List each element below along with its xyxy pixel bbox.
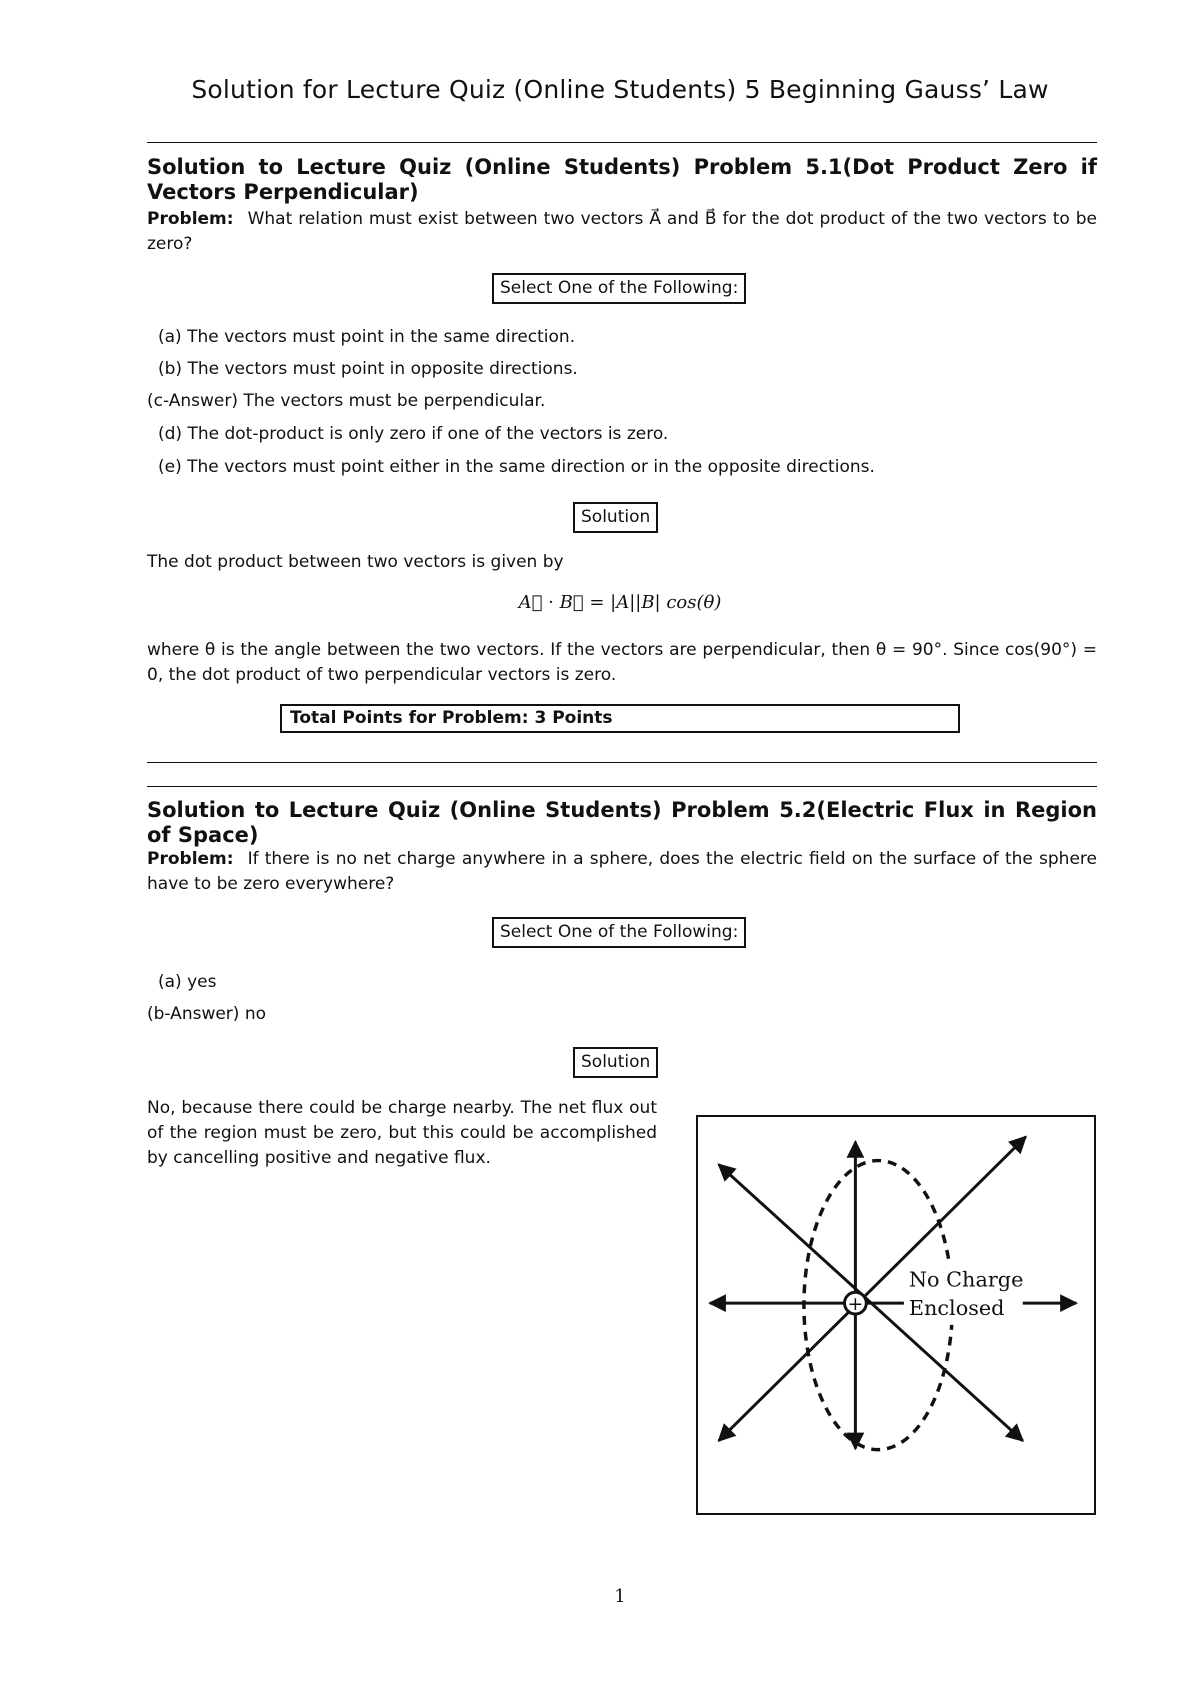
choice-a: (a) yes bbox=[158, 972, 217, 992]
page-title: Solution for Lecture Quiz (Online Students) 5 Beginning Gauss’ Law bbox=[191, 75, 1049, 104]
problem-label: Problem: bbox=[147, 849, 234, 869]
problem-2-text: If there is no net charge anywhere in a sphere, does the electric field on the surface of the sphere have to be zero everywhere? bbox=[147, 849, 1097, 894]
solution-text: where θ is the angle between the two vectors. If the vectors are perpendicular, then θ = 90°. Since cos(90°) = 0, the dot product of two perpendicular vectors is zero. bbox=[147, 640, 1097, 685]
solution-text: No, because there could be charge nearby. The net flux out of the region must be zero, but this could be accomplished by cancelling positive and negative flux. bbox=[147, 1098, 657, 1168]
choice-d: (d) The dot-product is only zero if one of the vectors is zero. bbox=[158, 424, 669, 444]
select-one-box: Select One of the Following: bbox=[492, 917, 746, 948]
solution-intro: The dot product between two vectors is given by bbox=[147, 552, 564, 572]
total-points-box: Total Points for Problem: 3 Points bbox=[280, 704, 960, 733]
section-rule bbox=[147, 786, 1097, 787]
figure-label-line1: No Charge bbox=[908, 1267, 1024, 1292]
charge-symbol: + bbox=[847, 1294, 864, 1316]
choice-b-answer: (b-Answer) no bbox=[147, 1004, 267, 1024]
section-rule bbox=[147, 142, 1097, 143]
select-one-box: Select One of the Following: bbox=[492, 273, 746, 304]
choice-e: (e) The vectors must point either in the same direction or in the opposite directions. bbox=[158, 457, 875, 477]
section-rule bbox=[147, 762, 1097, 763]
problem-2-statement bbox=[147, 847, 1097, 897]
field-lines-diagram bbox=[698, 1117, 1094, 1513]
dot-product-equation: A⃗ · B⃗ = |A||B| cos(θ) bbox=[518, 592, 722, 613]
solution-box: Solution bbox=[573, 1047, 658, 1078]
problem-label: Problem: bbox=[147, 209, 234, 229]
choice-b: (b) The vectors must point in opposite directions. bbox=[158, 359, 578, 379]
problem-2-title: Solution to Lecture Quiz (Online Students) Problem 5.2(Electric Flux in Region of Space) bbox=[147, 798, 1097, 847]
figure-label-line2: Enclosed bbox=[908, 1296, 1005, 1320]
field-lines-figure bbox=[696, 1115, 1096, 1515]
choice-c-answer: (c-Answer) The vectors must be perpendicular. bbox=[147, 391, 546, 411]
page-number: 1 bbox=[614, 1586, 626, 1607]
problem-1-text: What relation must exist between two vectors A⃗ and B⃗ for the dot product of the two vectors to be zero? bbox=[147, 209, 1097, 254]
problem-1-statement bbox=[147, 207, 1097, 257]
solution-box: Solution bbox=[573, 502, 658, 533]
choice-a: (a) The vectors must point in the same direction. bbox=[158, 327, 576, 347]
problem-1-title: Solution to Lecture Quiz (Online Students) Problem 5.1(Dot Product Zero if Vectors Perpendicular) bbox=[147, 155, 1097, 204]
